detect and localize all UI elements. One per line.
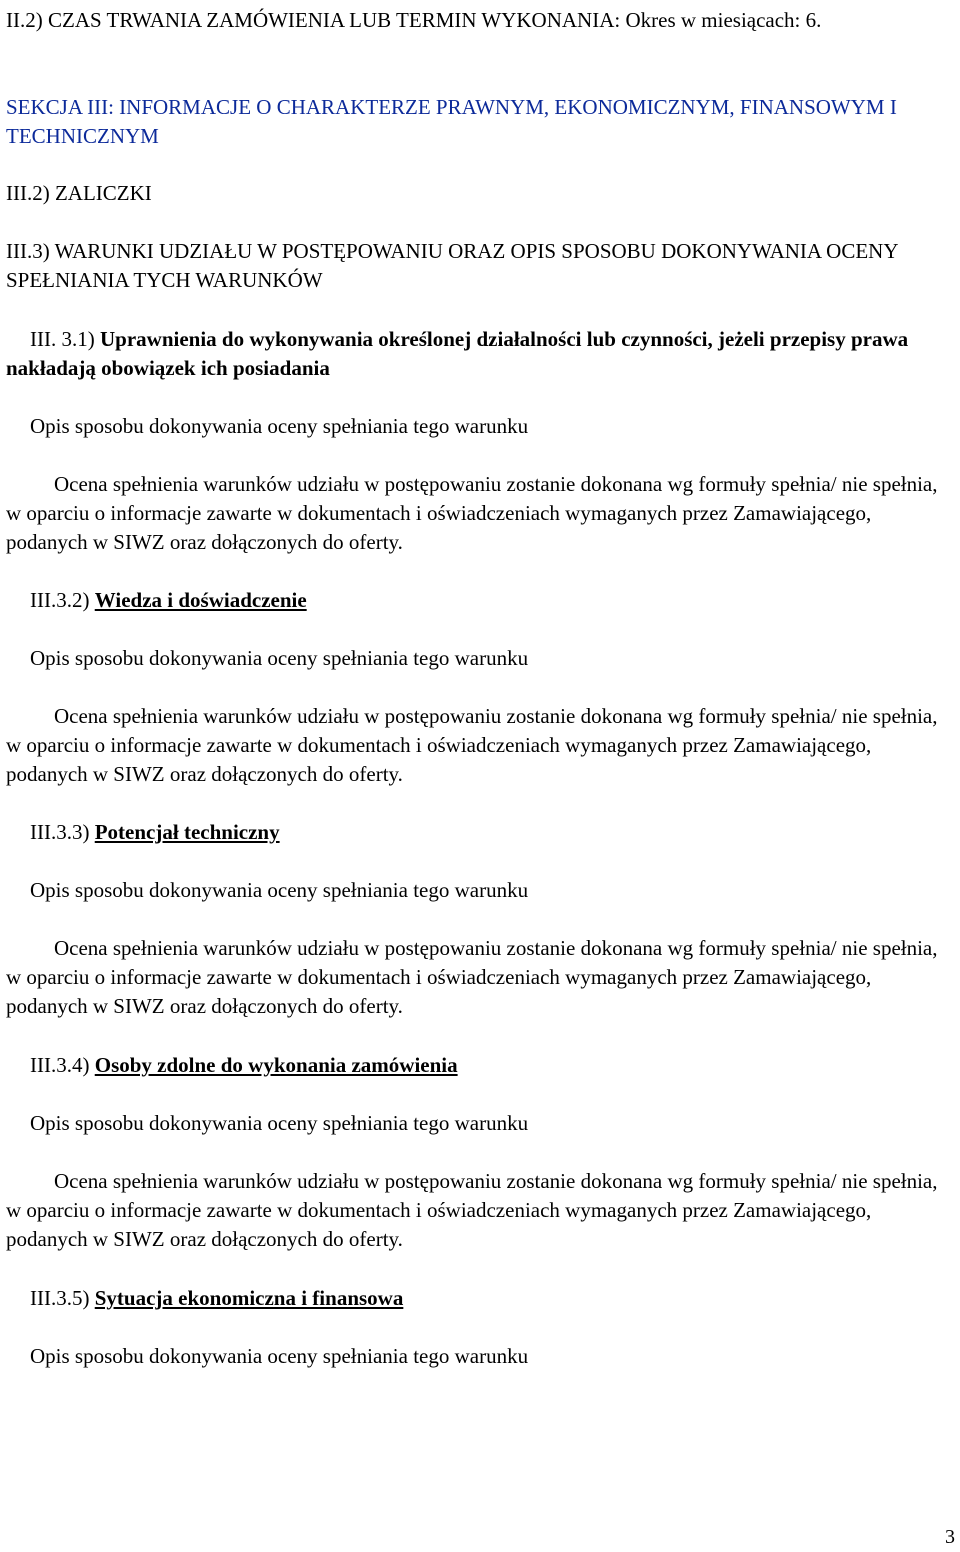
subsection-iii-3-5-opis: Opis sposobu dokonywania oceny spełniania tego warunku <box>30 1344 529 1368</box>
subsection-iii-3-3-heading <box>30 818 960 847</box>
subsection-iii-3-5-heading <box>30 1284 960 1313</box>
subsection-iii-3-4-ocena: Ocena spełnienia warunków udziału w postępowaniu zostanie dokonana wg formuły spełnia/ nie spełnia, w oparciu o informacje zawarte w dokumentach i oświadczeniach wymaganych przez Zamawiającego, podanych w SIWZ oraz dołączonych do oferty. <box>6 1169 938 1251</box>
subsection-title: Sytuacja ekonomiczna i finansowa <box>94 1286 404 1310</box>
subsection-iii-3-2-opis: Opis sposobu dokonywania oceny spełniania tego warunku <box>30 646 529 670</box>
subsection-number: III.3.2) <box>30 588 95 612</box>
subsection-title: Potencjał techniczny <box>94 820 280 844</box>
subsection-iii-3-2-ocena: Ocena spełnienia warunków udziału w postępowaniu zostanie dokonana wg formuły spełnia/ nie spełnia, w oparciu o informacje zawarte w dokumentach i oświadczeniach wymaganych przez Zamawiającego, podanych w SIWZ oraz dołączonych do oferty. <box>6 704 938 786</box>
subsection-title: Uprawnienia do wykonywania określonej działalności lub czynności, jeżeli przepisy prawa nakładają obowiązek ich posiadania <box>6 327 909 380</box>
subsection-iii-3-4-heading <box>30 1051 960 1080</box>
section-ii2-duration: II.2) CZAS TRWANIA ZAMÓWIENIA LUB TERMIN WYKONANIA: Okres w miesiącach: 6. <box>6 8 822 32</box>
subsection-number: III.3.5) <box>30 1286 95 1310</box>
subsection-iii-3-2-heading <box>30 586 960 615</box>
section-iii-heading: SEKCJA III: INFORMACJE O CHARAKTERZE PRAWNYM, EKONOMICZNYM, FINANSOWYM I TECHNICZNYM <box>6 95 897 148</box>
page-number: 3 <box>945 1526 955 1548</box>
subsection-iii-3-1-opis: Opis sposobu dokonywania oceny spełniania tego warunku <box>30 414 529 438</box>
subsection-title: Wiedza i doświadczenie <box>94 588 307 612</box>
subsection-number: III. 3.1) <box>30 327 100 351</box>
subsection-iii-3-1-heading <box>6 325 946 383</box>
section-iii3-heading: III.3) WARUNKI UDZIAŁU W POSTĘPOWANIU ORAZ OPIS SPOSOBU DOKONYWANIA OCENY SPEŁNIANIA TYCH WARUNKÓW <box>6 239 898 292</box>
subsection-title: Osoby zdolne do wykonania zamówienia <box>94 1053 458 1077</box>
subsection-iii-3-3-ocena: Ocena spełnienia warunków udziału w postępowaniu zostanie dokonana wg formuły spełnia/ nie spełnia, w oparciu o informacje zawarte w dokumentach i oświadczeniach wymaganych przez Zamawiającego, podanych w SIWZ oraz dołączonych do oferty. <box>6 936 938 1018</box>
subsection-iii-3-3-opis: Opis sposobu dokonywania oceny spełniania tego warunku <box>30 878 529 902</box>
subsection-number: III.3.3) <box>30 820 95 844</box>
section-iii2-advances: III.2) ZALICZKI <box>6 181 152 205</box>
subsection-iii-3-4-opis: Opis sposobu dokonywania oceny spełniania tego warunku <box>30 1111 529 1135</box>
subsection-number: III.3.4) <box>30 1053 95 1077</box>
subsection-iii-3-1-ocena: Ocena spełnienia warunków udziału w postępowaniu zostanie dokonana wg formuły spełnia/ nie spełnia, w oparciu o informacje zawarte w dokumentach i oświadczeniach wymaganych przez Zamawiającego, podanych w SIWZ oraz dołączonych do oferty. <box>6 472 938 554</box>
